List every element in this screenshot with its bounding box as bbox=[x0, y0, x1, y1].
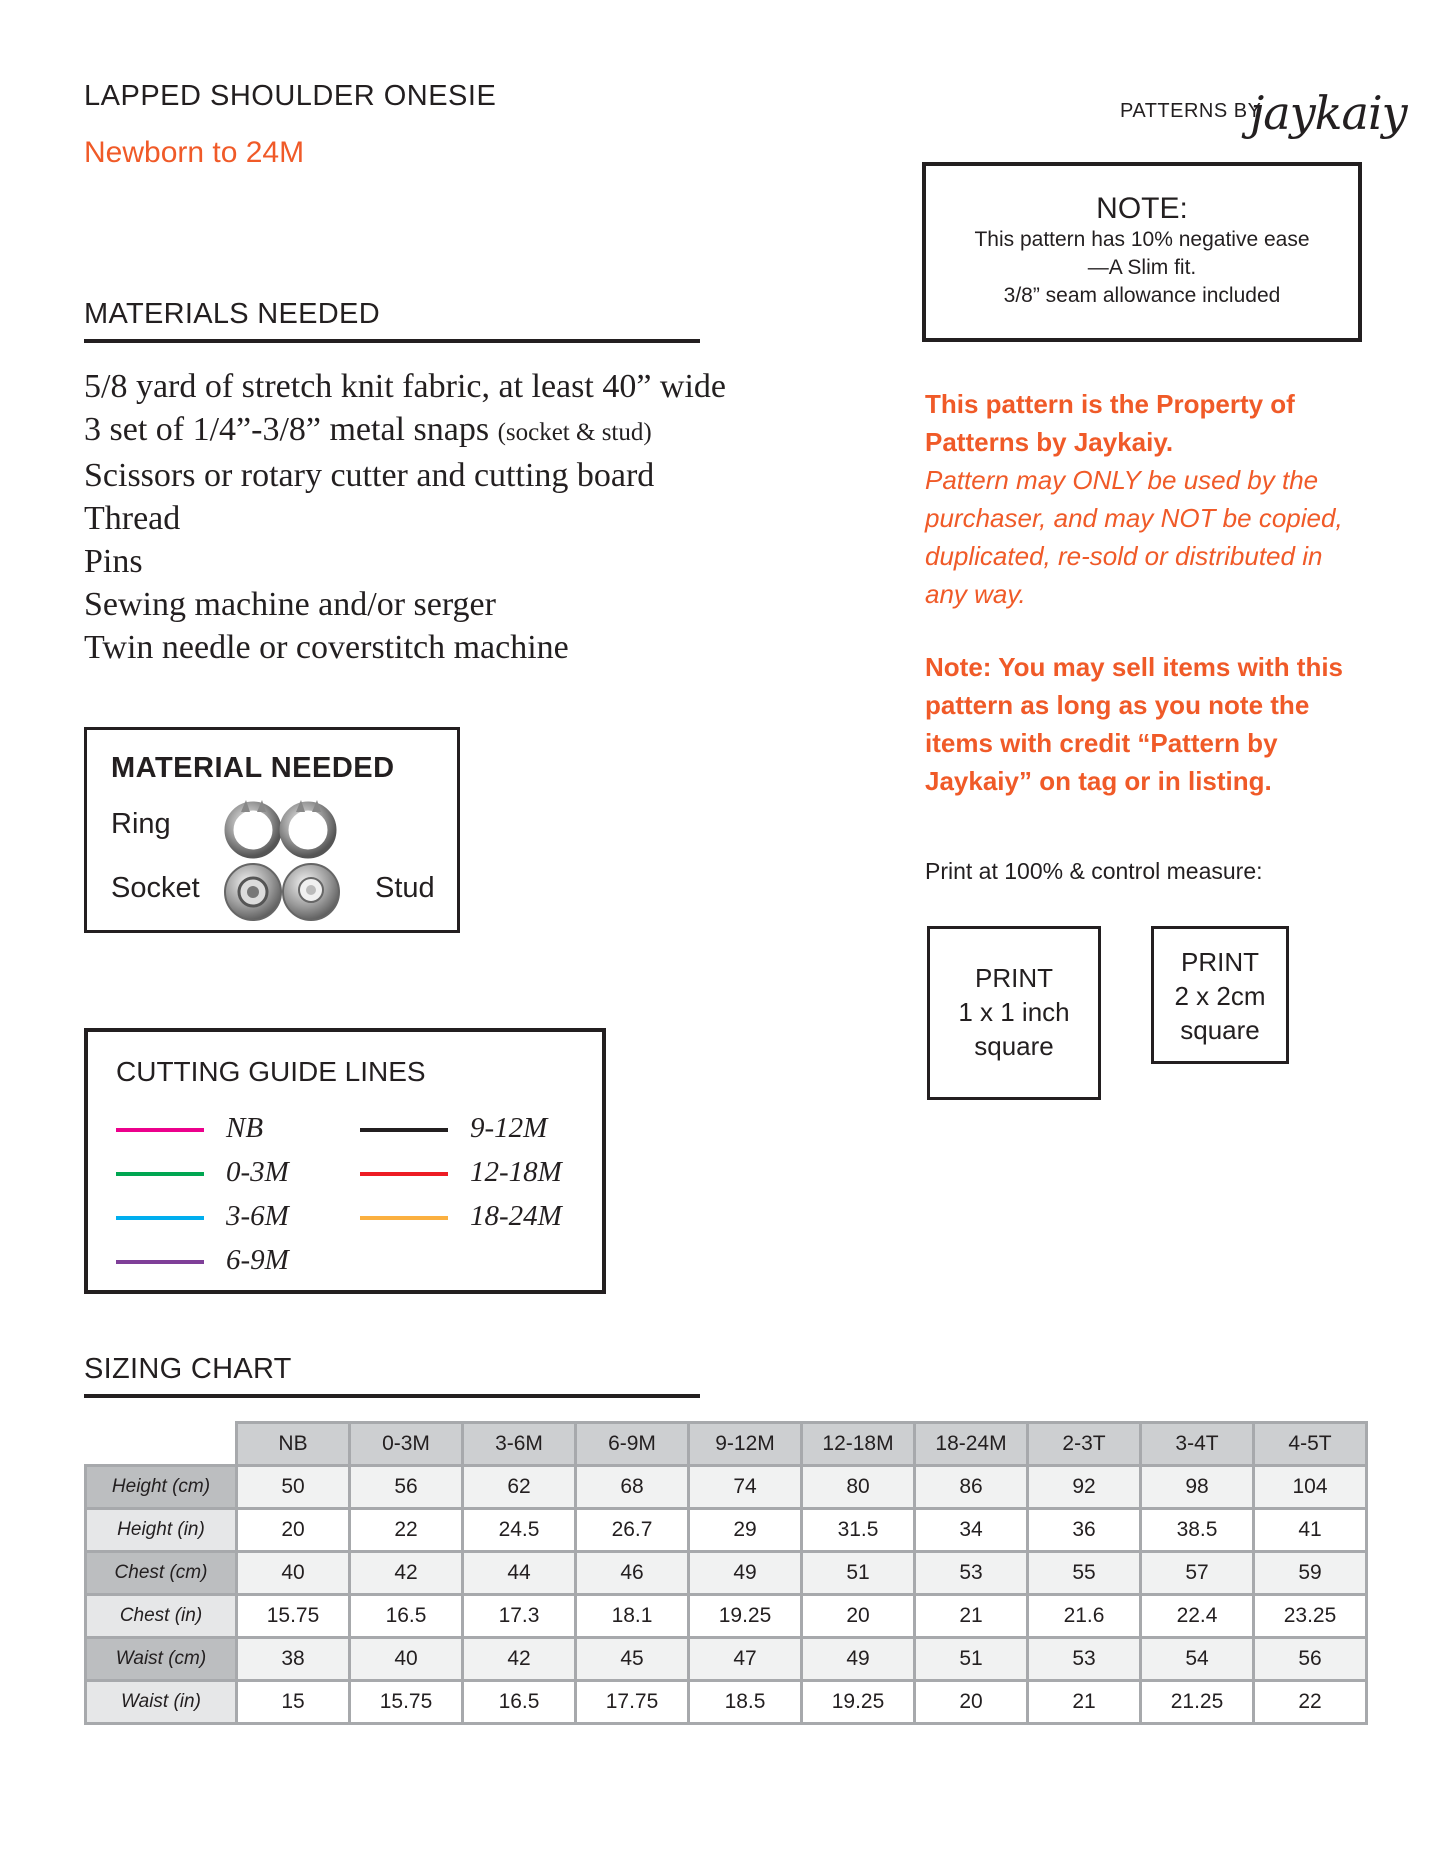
table-cell: 51 bbox=[802, 1552, 915, 1595]
table-corner bbox=[86, 1423, 237, 1466]
table-cell: 53 bbox=[1028, 1638, 1141, 1681]
table-row-header: Chest (cm) bbox=[86, 1552, 237, 1595]
table-row-header: Height (in) bbox=[86, 1509, 237, 1552]
page-title: LAPPED SHOULDER ONESIE bbox=[84, 80, 497, 112]
table-cell: 23.25 bbox=[1254, 1595, 1367, 1638]
table-cell: 53 bbox=[915, 1552, 1028, 1595]
table-cell: 49 bbox=[689, 1552, 802, 1595]
stud-label: Stud bbox=[375, 872, 435, 904]
table-cell: 59 bbox=[1254, 1552, 1367, 1595]
table-row-header: Waist (cm) bbox=[86, 1638, 237, 1681]
table-cell: 21 bbox=[1028, 1681, 1141, 1724]
divider bbox=[84, 1394, 700, 1398]
table-column-header: NB bbox=[237, 1423, 350, 1466]
table-column-header: 6-9M bbox=[576, 1423, 689, 1466]
note-box bbox=[922, 162, 1362, 342]
table-row bbox=[86, 1595, 1367, 1638]
snaps-note: (socket & stud) bbox=[497, 419, 652, 446]
table-cell: 15.75 bbox=[350, 1681, 463, 1724]
property-text: This pattern is the Property of bbox=[925, 389, 1295, 419]
inch-square-text: 1 x 1 inch bbox=[958, 997, 1070, 1027]
inch-square-text: PRINT bbox=[975, 963, 1053, 993]
cm-square bbox=[1151, 926, 1289, 1064]
cutting-line-swatch bbox=[116, 1216, 204, 1220]
cutting-line-label: 6-9M bbox=[226, 1244, 289, 1276]
table-cell: 42 bbox=[350, 1552, 463, 1595]
table-column-header: 4-5T bbox=[1254, 1423, 1367, 1466]
list-item: 5/8 yard of stretch knit fabric, at least 40” wide bbox=[84, 368, 726, 405]
brand-prefix: PATTERNS BY bbox=[1120, 100, 1262, 122]
sell-text: Note: You may sell items with this bbox=[925, 652, 1344, 682]
divider bbox=[84, 339, 700, 343]
sell-text: items with credit “Pattern by bbox=[925, 728, 1278, 758]
table-cell: 55 bbox=[1028, 1552, 1141, 1595]
note-title: NOTE: bbox=[1096, 192, 1188, 225]
table-cell: 42 bbox=[463, 1638, 576, 1681]
table-cell: 46 bbox=[576, 1552, 689, 1595]
table-cell: 56 bbox=[1254, 1638, 1367, 1681]
cutting-line-swatch bbox=[360, 1216, 448, 1220]
table-column-header: 18-24M bbox=[915, 1423, 1028, 1466]
table-cell: 56 bbox=[350, 1466, 463, 1509]
property-text: Pattern may ONLY be used by the bbox=[925, 465, 1319, 495]
list-item: Sewing machine and/or serger bbox=[84, 586, 496, 623]
inch-square bbox=[927, 926, 1101, 1100]
socket-label: Socket bbox=[111, 872, 200, 904]
list-item: Pins bbox=[84, 543, 143, 580]
table-cell: 18.1 bbox=[576, 1595, 689, 1638]
table-cell: 50 bbox=[237, 1466, 350, 1509]
table-cell: 44 bbox=[463, 1552, 576, 1595]
table-cell: 62 bbox=[463, 1466, 576, 1509]
cutting-line-swatch bbox=[360, 1128, 448, 1132]
list-item: Twin needle or coverstitch machine bbox=[84, 629, 569, 666]
table-cell: 34 bbox=[915, 1509, 1028, 1552]
table-column-header: 12-18M bbox=[802, 1423, 915, 1466]
print-instruction: Print at 100% & control measure: bbox=[925, 858, 1263, 884]
table-cell: 20 bbox=[802, 1595, 915, 1638]
table-cell: 21 bbox=[915, 1595, 1028, 1638]
property-text: any way. bbox=[925, 579, 1026, 609]
sizing-table bbox=[84, 1421, 1368, 1725]
ring-label: Ring bbox=[111, 808, 171, 840]
property-text: purchaser, and may NOT be copied, bbox=[925, 503, 1343, 533]
note-line: This pattern has 10% negative ease bbox=[974, 228, 1310, 251]
table-row bbox=[86, 1681, 1367, 1724]
list-item: 3 set of 1/4”-3/8” metal snaps (socket & stud) bbox=[84, 411, 652, 448]
cutting-line-label: 9-12M bbox=[470, 1112, 548, 1144]
table-row-header: Waist (in) bbox=[86, 1681, 237, 1724]
cutting-line-swatch bbox=[360, 1172, 448, 1176]
cm-square-text: square bbox=[1180, 1015, 1260, 1045]
table-cell: 29 bbox=[689, 1509, 802, 1552]
cutting-line-swatch bbox=[116, 1172, 204, 1176]
cutting-guide-box bbox=[84, 1028, 606, 1294]
table-cell: 18.5 bbox=[689, 1681, 802, 1724]
table-cell: 15.75 bbox=[237, 1595, 350, 1638]
table-cell: 80 bbox=[802, 1466, 915, 1509]
cutting-line-label: 12-18M bbox=[470, 1156, 562, 1188]
table-cell: 19.25 bbox=[802, 1681, 915, 1724]
table-cell: 24.5 bbox=[463, 1509, 576, 1552]
table-cell: 49 bbox=[802, 1638, 915, 1681]
table-cell: 74 bbox=[689, 1466, 802, 1509]
table-row bbox=[86, 1466, 1367, 1509]
table-cell: 20 bbox=[237, 1509, 350, 1552]
table-cell: 38 bbox=[237, 1638, 350, 1681]
list-item: Thread bbox=[84, 500, 181, 537]
cutting-line-label: NB bbox=[226, 1112, 264, 1144]
table-cell: 40 bbox=[350, 1638, 463, 1681]
table-cell: 31.5 bbox=[802, 1509, 915, 1552]
cutting-line-label: 3-6M bbox=[226, 1200, 289, 1232]
table-cell: 21.6 bbox=[1028, 1595, 1141, 1638]
table-cell: 17.3 bbox=[463, 1595, 576, 1638]
cutting-line-label: 18-24M bbox=[470, 1200, 562, 1232]
page-subtitle: Newborn to 24M bbox=[84, 136, 305, 169]
cm-square-text: PRINT bbox=[1181, 947, 1259, 977]
table-cell: 22.4 bbox=[1141, 1595, 1254, 1638]
table-cell: 47 bbox=[689, 1638, 802, 1681]
table-cell: 54 bbox=[1141, 1638, 1254, 1681]
table-cell: 36 bbox=[1028, 1509, 1141, 1552]
material-box bbox=[84, 727, 460, 933]
table-cell: 38.5 bbox=[1141, 1509, 1254, 1552]
table-cell: 104 bbox=[1254, 1466, 1367, 1509]
sell-notice bbox=[925, 648, 1365, 800]
cutting-line-swatch bbox=[116, 1128, 204, 1132]
materials-list bbox=[84, 365, 726, 669]
table-cell: 92 bbox=[1028, 1466, 1141, 1509]
cm-square-text: 2 x 2cm bbox=[1174, 981, 1266, 1011]
table-column-header: 0-3M bbox=[350, 1423, 463, 1466]
snap-parts-icon bbox=[213, 798, 363, 928]
table-cell: 51 bbox=[915, 1638, 1028, 1681]
property-text: duplicated, re-sold or distributed in bbox=[925, 541, 1323, 571]
brand-logo: jaykaiy bbox=[1250, 86, 1407, 140]
table-cell: 26.7 bbox=[576, 1509, 689, 1552]
sell-text: Jaykaiy” on tag or in listing. bbox=[925, 766, 1272, 796]
table-cell: 15 bbox=[237, 1681, 350, 1724]
table-row bbox=[86, 1509, 1367, 1552]
table-row bbox=[86, 1638, 1367, 1681]
table-cell: 19.25 bbox=[689, 1595, 802, 1638]
table-row-header: Height (cm) bbox=[86, 1466, 237, 1509]
table-cell: 16.5 bbox=[463, 1681, 576, 1724]
table-column-header: 9-12M bbox=[689, 1423, 802, 1466]
materials-heading: MATERIALS NEEDED bbox=[84, 298, 380, 330]
table-cell: 45 bbox=[576, 1638, 689, 1681]
table-cell: 57 bbox=[1141, 1552, 1254, 1595]
cutting-line-label: 0-3M bbox=[226, 1156, 289, 1188]
table-cell: 22 bbox=[350, 1509, 463, 1552]
cutting-guide-title: CUTTING GUIDE LINES bbox=[116, 1056, 426, 1087]
table-cell: 22 bbox=[1254, 1681, 1367, 1724]
table-cell: 41 bbox=[1254, 1509, 1367, 1552]
sell-text: pattern as long as you note the bbox=[925, 690, 1310, 720]
property-notice bbox=[925, 385, 1365, 613]
property-text: Patterns by Jaykaiy. bbox=[925, 427, 1174, 457]
table-cell: 68 bbox=[576, 1466, 689, 1509]
table-cell: 20 bbox=[915, 1681, 1028, 1724]
material-box-title: MATERIAL NEEDED bbox=[111, 752, 395, 784]
table-column-header: 3-4T bbox=[1141, 1423, 1254, 1466]
cutting-line-swatch bbox=[116, 1260, 204, 1264]
table-cell: 98 bbox=[1141, 1466, 1254, 1509]
table-cell: 17.75 bbox=[576, 1681, 689, 1724]
list-item: Scissors or rotary cutter and cutting board bbox=[84, 457, 655, 494]
table-column-header: 2-3T bbox=[1028, 1423, 1141, 1466]
table-row bbox=[86, 1552, 1367, 1595]
table-cell: 21.25 bbox=[1141, 1681, 1254, 1724]
note-line: 3/8” seam allowance included bbox=[1003, 284, 1281, 307]
table-cell: 86 bbox=[915, 1466, 1028, 1509]
table-cell: 16.5 bbox=[350, 1595, 463, 1638]
table-column-header: 3-6M bbox=[463, 1423, 576, 1466]
note-line: —A Slim fit. bbox=[1087, 256, 1197, 279]
sizing-heading: SIZING CHART bbox=[84, 1353, 292, 1385]
inch-square-text: square bbox=[974, 1031, 1054, 1061]
table-row-header: Chest (in) bbox=[86, 1595, 237, 1638]
table-cell: 40 bbox=[237, 1552, 350, 1595]
